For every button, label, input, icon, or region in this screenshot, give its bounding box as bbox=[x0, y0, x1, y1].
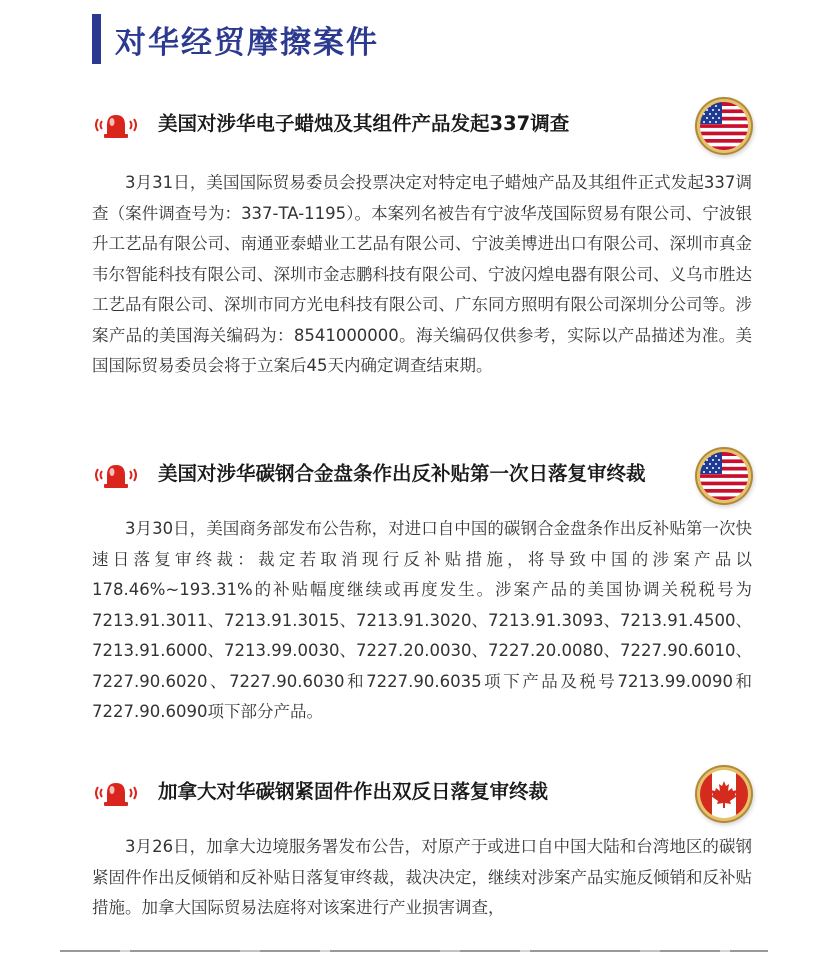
case-heading bbox=[92, 770, 748, 820]
case-body: 3月26日，加拿大边境服务署发布公告，对原产于或进口自中国大陆和台湾地区的碳钢紧固件作出反倾销和反补贴日落复审终裁，裁决决定，继续对涉案产品实施反倾销和反补贴措施。加拿大国际贸易法庭将对该案进行产业损害调查， bbox=[92, 837, 752, 917]
case-body: 3月30日，美国商务部发布公告称，对进口自中国的碳钢合金盘条作出反补贴第一次快速日落复审终裁：裁定若取消现行反补贴措施，将导致中国的涉案产品以178.46%~193.31%的补贴幅度继续或再度发生。涉案产品的美国协调关税税号为7213.91.3011、7213.91.3015、7213.91.3020、7213.91.3093、7213.91.4500、7213.91.6000、7213.99.0030、7227.20.0030、7227.20.0080、7227.90.6010、7227.90.6020、7227.90.6030和7227.90.6035项下产品及税号7213.99.0090和7227.90.6090项下部分产品。 bbox=[92, 519, 752, 721]
header-accent-bar bbox=[92, 14, 101, 64]
us-flag-icon bbox=[700, 102, 748, 150]
alarm-icon bbox=[92, 460, 140, 490]
page-title: 对华经贸摩擦案件 bbox=[115, 24, 379, 61]
case-title: 美国对涉华电子蜡烛及其组件产品发起337调查 bbox=[158, 112, 570, 135]
alarm-icon bbox=[92, 778, 140, 808]
case-title: 美国对涉华碳钢合金盘条作出反补贴第一次日落复审终裁 bbox=[158, 462, 646, 485]
page-header bbox=[92, 14, 379, 64]
page-bottom-divider bbox=[60, 950, 768, 952]
alarm-icon bbox=[92, 110, 140, 140]
case-body: 3月31日，美国国际贸易委员会投票决定对特定电子蜡烛产品及其组件正式发起337调查（案件调查号为：337-TA-1195）。本案列名被告有宁波华茂国际贸易有限公司、宁波银升工艺品有限公司、南通亚泰蜡业工艺品有限公司、宁波美博进出口有限公司、深圳市真金韦尔智能科技有限公司、深圳市金志鹏科技有限公司、宁波闪煌电器有限公司、义乌市胜达工艺品有限公司、深圳市同方光电科技有限公司、广东同方照明有限公司深圳分公司等。涉案产品的美国海关编码为：8541000000。海关编码仅供参考，实际以产品描述为准。美国国际贸易委员会将于立案后45天内确定调查结束期。 bbox=[92, 173, 752, 375]
case-heading bbox=[92, 452, 748, 502]
us-flag-icon bbox=[700, 452, 748, 500]
case-heading bbox=[92, 102, 748, 152]
canada-flag-icon bbox=[700, 770, 748, 818]
case-title: 加拿大对华碳钢紧固件作出双反日落复审终裁 bbox=[158, 780, 549, 803]
